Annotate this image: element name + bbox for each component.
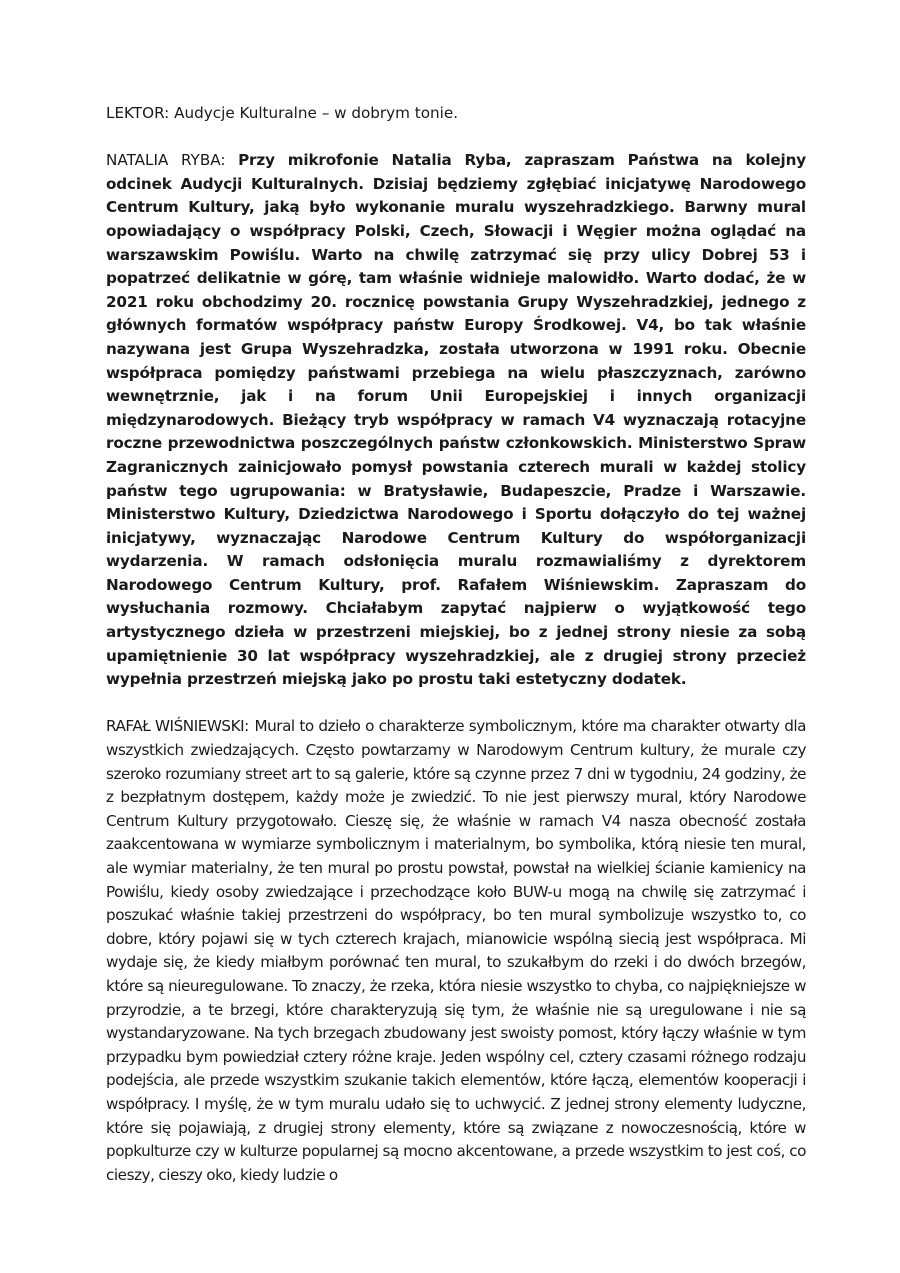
speaker-label: LEKTOR: [106, 104, 170, 122]
document-page [106, 102, 806, 1211]
speech-text: Przy mikrofonie Natalia Ryba, zapraszam Państwa na kolejny odcinek Audycji Kulturalnych. Dzisiaj będziemy zgłębiać inicjatywę Narodowego Centrum Kultury, jaką było wykonanie muralu wyszehradzkiego. Barwny mural opowiadający o współpracy Polski, Czech, Słowacji i Węgier można oglądać na warszawskim Powiślu. Warto na chwilę zatrzymać się przy ulicy Dobrej 53 i popatrzeć delikatnie w górę, tam właśnie widnieje malowidło. Warto dodać, że w 2021 roku obchodzimy 20. rocznicę powstania Grupy Wyszehradzkiej, jednego z głównych formatów współpracy państw Europy Środkowej. V4, bo tak właśnie nazywana jest Grupa Wyszehradzka, została utworzona w 1991 roku. Obecnie współpraca pomiędzy państwami przebiega na wielu płaszczyznach, zarówno wewnętrznie, jak i na forum Unii Europejskiej i innych organizacji międzynarodowych. Bieżący tryb współpracy w ramach V4 wyznaczają rotacyjne roczne przewodnictwa poszczególnych państw członkowskich. Ministerstwo Spraw Zagranicznych zainicjowało pomysł powstania czterech murali w każdej stolicy państw tego ugrupowania: w Bratysławie, Budapeszcie, Pradze i Warszawie. Ministerstwo Kultury, Dziedzictwa Narodowego i Sportu dołączyło do tej ważnej inicjatywy, wyznaczając Narodowe Centrum Kultury do współorganizacji wydarzenia. W ramach odsłonięcia muralu rozmawialiśmy z dyrektorem Narodowego Centrum Kultury, prof. Rafałem Wiśniewskim. Zapraszam do wysłuchania rozmowy. Chciałabym zapytać najpierw o wyjątkowość tego artystycznego dzieła w przestrzeni miejskiej, bo z jednej strony niesie za sobą upamiętnienie 30 lat współpracy wyszehradzkiej, ale z drugiej strony przecież wypełnia przestrzeń miejską jako po prostu taki estetyczny dodatek. [106, 151, 806, 689]
paragraph-rafal-wisniewski [106, 715, 806, 1187]
speaker-label: NATALIA RYBA: [106, 151, 226, 170]
speaker-label: RAFAŁ WIŚNIEWSKI: [106, 717, 249, 736]
speech-text: Mural to dzieło o charakterze symbolicznym, które ma charakter otwarty dla wszystkich zwiedzających. Często powtarzamy w Narodowym Centrum kultury, że murale czy szeroko rozumiany street art to są galerie, które są czynne przez 7 dni w tygodniu, 24 godziny, że z bezpłatnym dostępem, każdy może je zwiedzić. To nie jest pierwszy mural, który Narodowe Centrum Kultury przygotowało. Cieszę się, że właśnie w ramach V4 nasza obecność została zaakcentowana w wymiarze symbolicznym i materialnym, bo symbolika, którą niesie ten mural, ale wymiar materialny, że ten mural po prostu powstał, powstał na wielkiej ścianie kamienicy na Powiślu, kiedy osoby zwiedzające i przechodzące koło BUW-u mogą na chwilę się zatrzymać i poszukać właśnie takiej przestrzeni do współpracy, bo ten mural symbolizuje wszystko to, co dobre, który pojawi się w tych czterech krajach, mianowicie wspólną siecią jest współpraca. Mi wydaje się, że kiedy miałbym porównać ten mural, to szukałbym do rzeki i do dwóch brzegów, które są nieuregulowane. To znaczy, że rzeka, która niesie wszystko to chyba, co najpiękniejsze w przyrodzie, a te brzegi, które charakteryzują się tym, że właśnie nie są uregulowane i nie są wystandaryzowane. Na tych brzegach zbudowany jest swoisty pomost, który łączy właśnie w tym przypadku bym powiedział cztery różne kraje. Jeden wspólny cel, cztery czasami różnego rodzaju podejścia, ale przede wszystkim szukanie takich elementów, które łączą, elementów kooperacji i współpracy. I myślę, że w tym muralu udało się to uchwycić. Z jednej strony elementy ludyczne, które się pojawiają, z drugiej strony elementy, które są związane z nowoczesnością, które w popkulturze czy w kulturze popularnej są mocno akcentowane, a przede wszystkim to jest coś, co cieszy, cieszy oko, kiedy ludzie o [106, 717, 807, 1184]
paragraph-natalia-ryba [106, 149, 806, 692]
speech-text: Audycje Kulturalne – w dobrym tonie. [174, 104, 459, 122]
paragraph-lektor [106, 102, 806, 126]
